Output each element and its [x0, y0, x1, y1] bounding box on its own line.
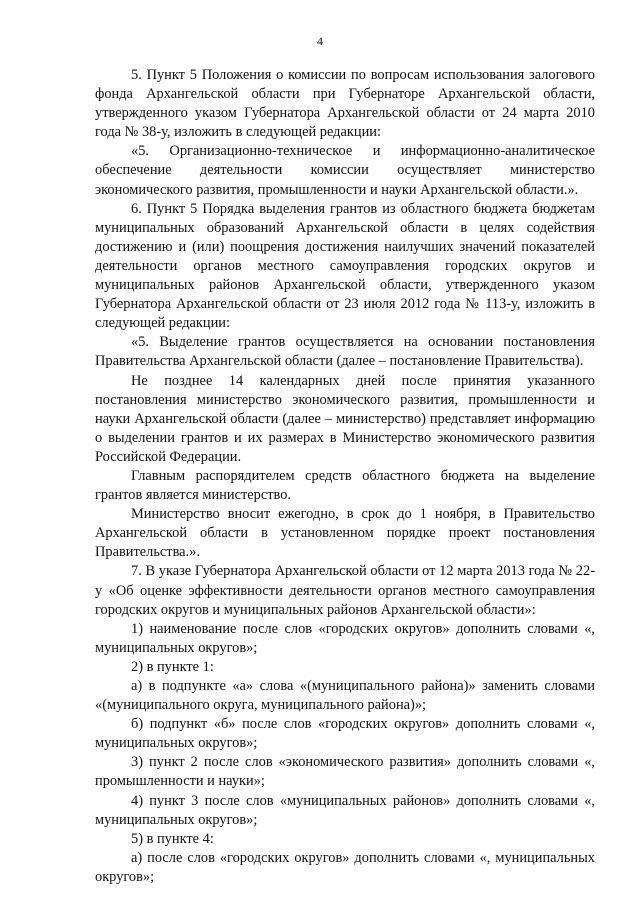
- paragraph-subitem-2a: а) в подпункте «а» слова «(муниципального района)» заменить словами «(муниципального округа, муниципального района)»;: [95, 678, 595, 714]
- paragraph-quote-grants: «5. Выделение грантов осуществляется на основании постановления Правительства Архангельской области (далее – постановление Правительства).: [95, 334, 595, 370]
- paragraph-subitem-5a: а) после слов «городских округов» дополнить словами «, муниципальных округов»;: [95, 849, 595, 885]
- paragraph-item-5: 5. Пункт 5 Положения о комиссии по вопросам использования залогового фонда Архангельской области при Губернаторе Архангельской области, утвержденного указом Губернатора Архангельской области от 24 марта 2010 года № 38-у, изложить в следующей редакции:: [95, 67, 595, 141]
- paragraph-item-6: 6. Пункт 5 Порядка выделения грантов из областного бюджета бюджетам муниципальных образований Архангельской области в целях содействия достижению и (или) поощрения достижения наилучших значений показателей деятельности органов местного самоуправления городских округов и муниципальных районов Архангельской области, утвержденного указом Губернатора Архангельской области от 23 июля 2012 года № 113-у, изложить в следующей редакции:: [95, 200, 595, 332]
- document-body: [95, 66, 595, 887]
- paragraph-item-7: 7. В указе Губернатора Архангельской области от 12 марта 2013 года № 22-у «Об оценке эффективности деятельности органов местного самоуправления городских округов и муниципальных районов Архангельской области»:: [95, 563, 595, 618]
- paragraph-deadline: Не позднее 14 календарных дней после принятия указанного постановления министерство экономического развития, промышленности и науки Архангельской области (далее – министерство) представляет информацию о выделении грантов и их размерах в Министерство экономического развития Российской Федерации.: [95, 372, 595, 465]
- page-number: 4: [317, 34, 323, 48]
- paragraph-subitem-2b: б) подпункт «б» после слов «городских округов» дополнить словами «, муниципальных округов»;: [95, 716, 595, 752]
- paragraph-subitem-4: 4) пункт 3 после слов «муниципальных районов» дополнить словами «, муниципальных округов»;: [95, 792, 595, 828]
- paragraph-subitem-3: 3) пункт 2 после слов «экономического развития» дополнить словами «, промышленности и науки»;: [95, 754, 595, 790]
- paragraph-subitem-2: 2) в пункте 1:: [131, 658, 214, 675]
- paragraph-distributor: Главным распорядителем средств областного бюджета на выделение грантов является министерство.: [95, 467, 595, 504]
- paragraph-ministry-submits: Министерство вносит ежегодно, в срок до 1 ноября, в Правительство Архангельской области в установленном порядке проект постановления Правительства.».: [95, 506, 595, 561]
- paragraph-subitem-5: 5) в пункте 4:: [131, 830, 214, 847]
- paragraph-quote-5: «5. Организационно-техническое и информационно-аналитическое обеспечение деятельности комиссии осуществляет министерство экономического развития, промышленности и науки Архангельской области.».: [95, 143, 595, 198]
- paragraph-subitem-1: 1) наименование после слов «городских округов» дополнить словами «, муниципальных округов»;: [95, 620, 595, 656]
